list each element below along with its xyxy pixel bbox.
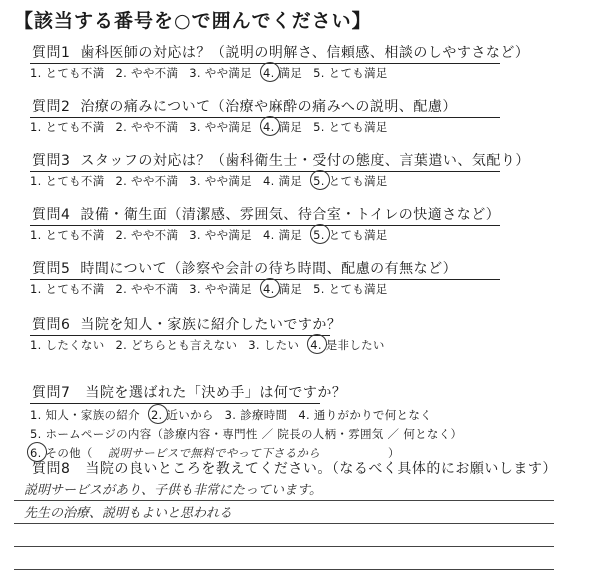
- answer-option-2[interactable]: 2. どちらとも言えない: [115, 338, 238, 352]
- answer-option-5[interactable]: 5. とても満足: [313, 66, 388, 80]
- answer-options: [30, 337, 590, 353]
- q8-answer-area[interactable]: [14, 478, 554, 570]
- question-1: [30, 42, 590, 81]
- answer-option-4[interactable]: 4. 満足: [263, 282, 303, 296]
- answer-option-1[interactable]: 1. とても不満: [30, 282, 105, 296]
- q7-other-close: ）: [388, 446, 400, 460]
- answer-option-2[interactable]: 2. やや不満: [115, 174, 179, 188]
- question-7: [30, 382, 590, 461]
- question-text: 歯科医師の対応は？（説明の明解さ、信頼感、相談のしやすさなど）: [80, 45, 530, 61]
- question-underline: [30, 171, 500, 172]
- question-3: [30, 150, 590, 189]
- q7-option-3[interactable]: 3. 診療時間: [224, 408, 288, 422]
- answer-handwritten-1: 説明サービスがあり、子供も非常にたっています。: [24, 483, 322, 498]
- question-number: 質問4: [32, 207, 71, 223]
- answer-option-2[interactable]: 2. やや不満: [115, 228, 179, 242]
- answer-option-5[interactable]: 5. とても満足: [313, 174, 388, 188]
- question-text: 治療の痛みについて（治療や麻酔の痛みへの説明、配慮）: [80, 99, 457, 115]
- question-4: [30, 204, 590, 243]
- question-number: 質問2: [32, 99, 71, 115]
- question-underline: [30, 403, 320, 404]
- answer-option-1[interactable]: 1. とても不満: [30, 228, 105, 242]
- question-text: 時間について（診察や会計の待ち時間、配慮の有無など）: [80, 261, 458, 277]
- q7-option-1[interactable]: 1. 知人・家族の紹介: [30, 408, 140, 422]
- answer-option-1[interactable]: 1. したくない: [30, 338, 105, 352]
- q7-option-2[interactable]: 2. 近いから: [150, 408, 214, 422]
- question-8: [30, 458, 590, 478]
- answer-option-3[interactable]: 3. やや満足: [189, 282, 252, 296]
- answer-option-3[interactable]: 3. やや満足: [189, 174, 252, 188]
- answer-option-5[interactable]: 5. とても満足: [313, 228, 388, 242]
- question-number: 質問5: [32, 261, 71, 277]
- answer-line: [14, 547, 554, 570]
- answer-option-5[interactable]: 5. とても満足: [313, 120, 388, 134]
- question-2: [30, 96, 590, 135]
- question-text: スタッフの対応は？（歯科衛生士・受付の態度、言葉遣い、気配り）: [80, 153, 530, 169]
- answer-line: [14, 501, 554, 524]
- q7-option-4[interactable]: 4. 通りがかりで何となく: [298, 408, 432, 422]
- answer-option-3[interactable]: 3. したい: [248, 338, 300, 352]
- answer-line: [14, 478, 554, 501]
- answer-option-4[interactable]: 4. 満足: [263, 120, 303, 134]
- answer-option-2[interactable]: 2. やや不満: [115, 120, 179, 134]
- question-number: 質問1: [32, 45, 71, 61]
- question-text: 当院を知人・家族に紹介したいですか？: [80, 317, 342, 333]
- answer-option-2[interactable]: 2. やや不満: [115, 66, 179, 80]
- answer-handwritten-2: 先生の治療、説明もよいと思われる: [24, 506, 233, 521]
- answer-option-4[interactable]: 4. 満足: [263, 174, 303, 188]
- answer-option-3[interactable]: 3. やや満足: [189, 120, 252, 134]
- answer-option-3[interactable]: 3. やや満足: [189, 228, 252, 242]
- question-number: 質問8: [32, 461, 71, 477]
- question-text: 当院を選ばれた「決め手」は何ですか？: [85, 385, 347, 401]
- question-number: 質問6: [32, 317, 71, 333]
- answer-option-2[interactable]: 2. やや不満: [115, 282, 179, 296]
- answer-options: [30, 173, 590, 189]
- answer-options: [30, 227, 590, 243]
- q7-options-line-2: 5. ホームページの内容（診療内容・専門性 ／ 院長の人柄・雰囲気 ／ 何となく）: [30, 427, 463, 441]
- question-text: 当院の良いところを教えてください。（なるべく具体的にお願いします）: [85, 461, 557, 477]
- question-underline: [30, 225, 500, 226]
- question-5: [30, 258, 590, 297]
- answer-option-1[interactable]: 1. とても不満: [30, 66, 105, 80]
- instruction-title: 【該当する番号を○で囲んでください】: [14, 10, 372, 32]
- q7-options-line-1: [30, 407, 590, 423]
- question-number: 質問7: [32, 385, 71, 401]
- answer-option-4[interactable]: 4. 満足: [263, 228, 303, 242]
- answer-option-4[interactable]: 4. 満足: [263, 66, 303, 80]
- answer-option-5[interactable]: 5. とても満足: [313, 282, 388, 296]
- answer-options: [30, 119, 590, 135]
- question-6: [30, 314, 590, 353]
- question-underline: [30, 335, 330, 336]
- question-number: 質問3: [32, 153, 71, 169]
- answer-option-1[interactable]: 1. とても不満: [30, 174, 105, 188]
- answer-line: [14, 524, 554, 547]
- question-text: 設備・衛生面（清潔感、雰囲気、待合室・トイレの快適さなど）: [80, 207, 501, 223]
- answer-option-3[interactable]: 3. やや満足: [189, 66, 252, 80]
- q7-other-option[interactable]: 6. その他（: [30, 446, 93, 460]
- answer-option-4[interactable]: 4. 是非したい: [310, 338, 385, 352]
- q7-other-handwritten: 説明サービスで無料でやって下さるから: [107, 446, 321, 460]
- answer-options: [30, 65, 590, 81]
- answer-options: [30, 281, 590, 297]
- answer-option-1[interactable]: 1. とても不満: [30, 120, 105, 134]
